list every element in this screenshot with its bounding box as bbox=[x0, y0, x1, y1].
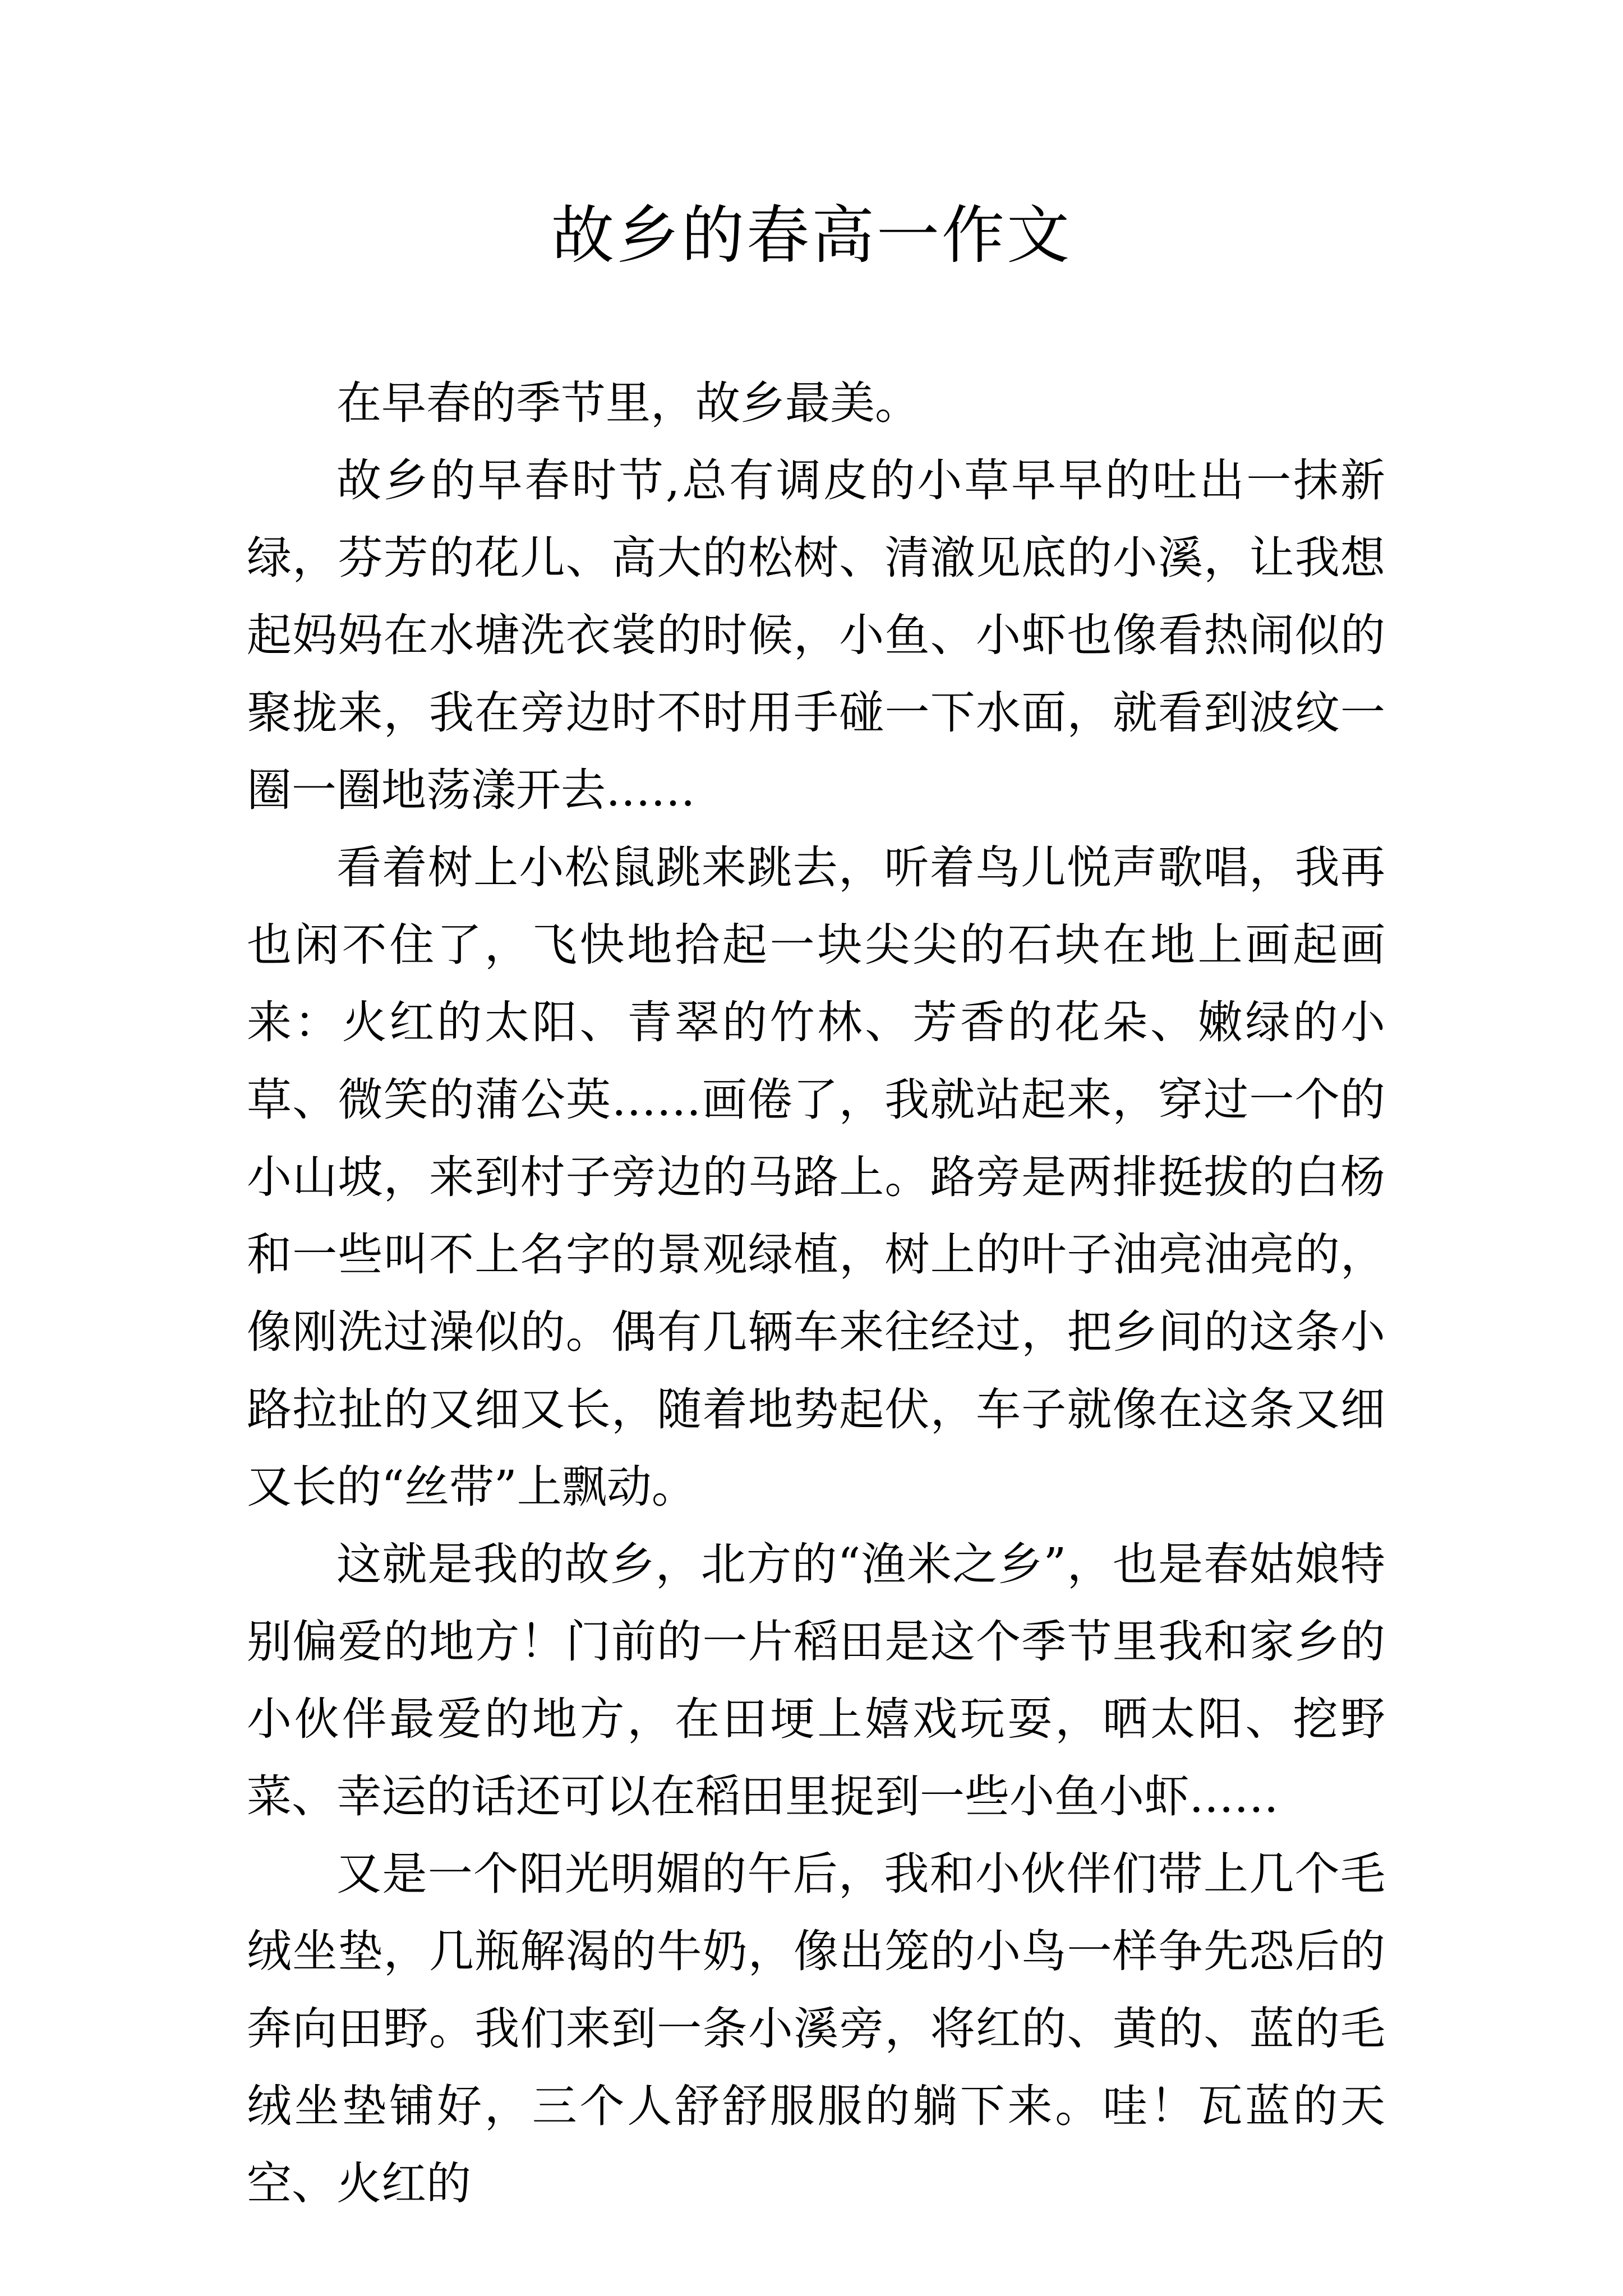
paragraph: 看着树上小松鼠跳来跳去，听着鸟儿悦声歌唱，我再也闲不住了，飞快地拾起一块尖尖的石块在地上画起画来：火红的太阳、青翠的竹林、芳香的花朵、嫩绿的小草、微笑的蒲公英……画倦了，我就站起来，穿过一个的小山坡，来到村子旁边的马路上。路旁是两排挺拔的白杨和一些叫不上名字的景观绿植，树上的叶子油亮油亮的，像刚洗过澡似的。偶有几辆车来往经过，把乡间的这条小路拉扯的又细又长，随着地势起伏，车子就像在这条又细又长的“丝带”上飘动。 bbox=[247, 841, 1385, 1513]
paragraph: 故乡的早春时节,总有调皮的小草早早的吐出一抹新绿，芬芳的花儿、高大的松树、清澈见底的小溪，让我想起妈妈在水塘洗衣裳的时候，小鱼、小虾也像看热闹似的聚拢来，我在旁边时不时用手碰一下水面，就看到波纹一圈一圈地荡漾开去…… bbox=[247, 454, 1385, 816]
paragraph: 这就是我的故乡，北方的“渔米之乡”，也是春姑娘特别偏爱的地方！门前的一片稻田是这个季节里我和家乡的小伙伴最爱的地方，在田埂上嬉戏玩耍，晒太阳、挖野菜、幸运的话还可以在稻田里捉到一些小鱼小虾…… bbox=[247, 1538, 1385, 1823]
document-title: 故乡的春高一作文 bbox=[551, 199, 1072, 272]
document-body bbox=[247, 365, 1385, 2223]
paragraph: 在早春的季节里，故乡最美。 bbox=[336, 377, 920, 429]
paragraph: 又是一个阳光明媚的午后，我和小伙伴们带上几个毛绒坐垫，几瓶解渴的牛奶，像出笼的小鸟一样争先恐后的奔向田野。我们来到一条小溪旁，将红的、黄的、蓝的毛绒坐垫铺好，三个人舒舒服服的躺下来。哇！瓦蓝的天空、火红的 bbox=[247, 1848, 1385, 2210]
